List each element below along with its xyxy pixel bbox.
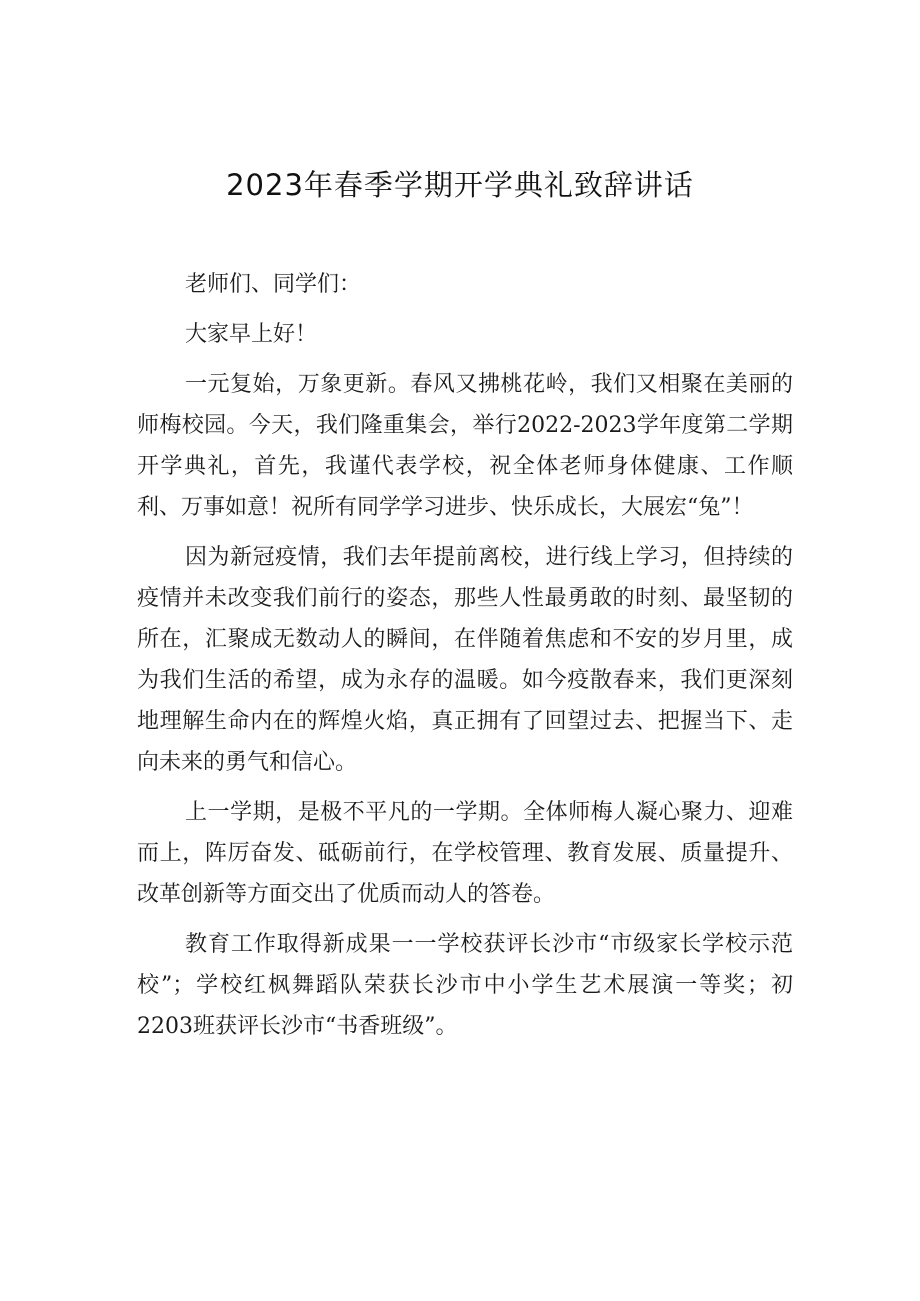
document-body (137, 264, 793, 1056)
paragraph-achievements: 教育工作取得新成果一一学校获评长沙市“市级家长学校示范校”；学校红枫舞蹈队荣获长沙市中小学生艺术展演一等奖；初2203班获评长沙市“书香班级”。 (137, 932, 793, 1039)
paragraph-new-year: 一元复始，万象更新。春风又拂桃花岭，我们又相聚在美丽的师梅校园。今天，我们隆重集会，举行2022-2023学年度第二学期开学典礼，首先，我谨代表学校，祝全体老师身体健康、工作顺利、万事如意！祝所有同学学习进步、快乐成长，大展宏“兔”！ (137, 372, 793, 520)
paragraph-last-semester: 上一学期，是极不平凡的一学期。全体师梅人凝心聚力、迎难而上，阵厉奋发、砥砺前行，在学校管理、教育发展、质量提升、改革创新等方面交出了优质而动人的答卷。 (137, 800, 793, 907)
document-title: 2023年春季学期开学典礼致辞讲话 (226, 168, 694, 202)
paragraph-pandemic: 因为新冠疫情，我们去年提前离校，进行线上学习，但持续的疫情并未改变我们前行的姿态，那些人性最勇敢的时刻、最坚韧的所在，汇聚成无数动人的瞬间，在伴随着焦虑和不安的岁月里，成为我们生活的希望，成为永存的温暖。如今疫散春来，我们更深刻地理解生命内在的辉煌火焰，真正拥有了回望过去、把握当下、走向未来的勇气和信心。 (137, 545, 793, 775)
paragraph-greeting: 老师们、同学们： (185, 272, 362, 297)
paragraph-salutation: 大家早上好！ (185, 322, 318, 347)
